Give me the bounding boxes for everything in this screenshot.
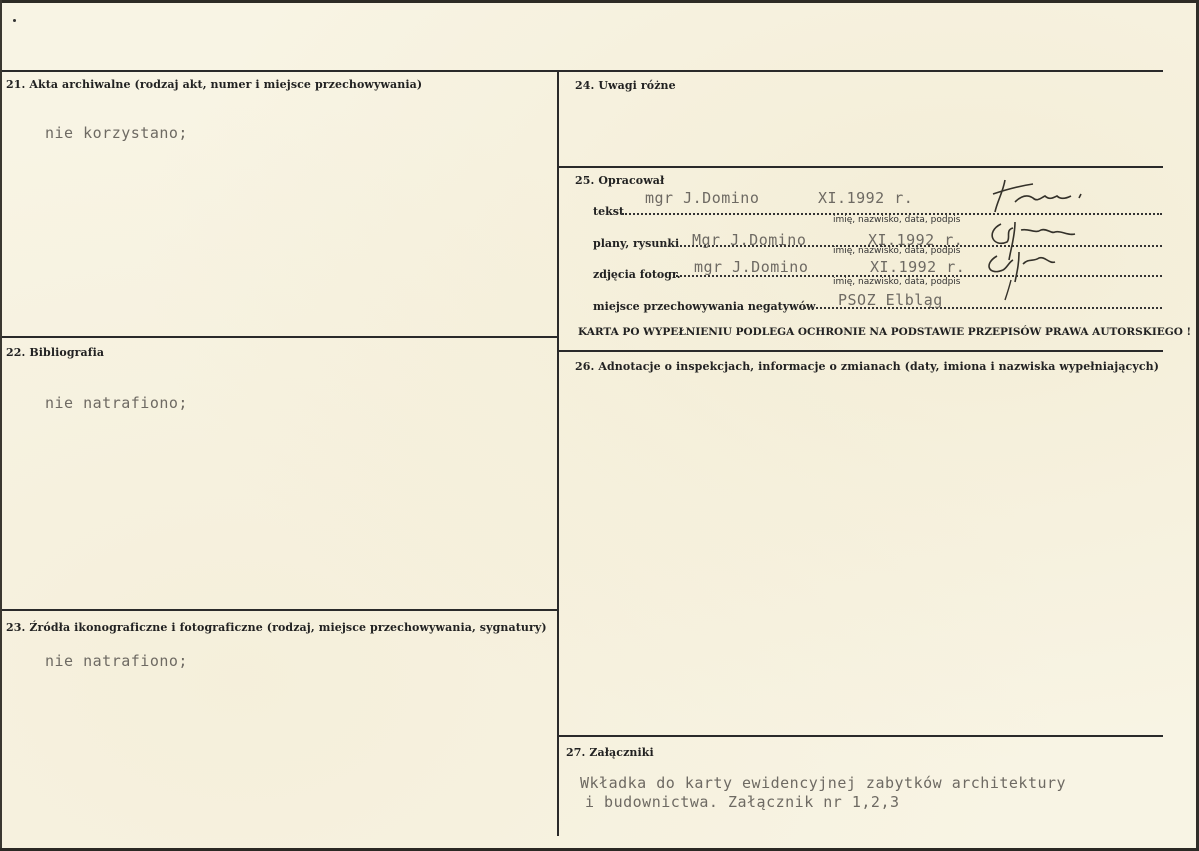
section-21-value: nie korzystano; — [45, 124, 188, 142]
section-23-label: 23. Źródła ikonograficzne i fotograficzne (rodzaj, miejsce przechowywania, sygnatury) — [6, 621, 547, 634]
rule-25-26 — [559, 350, 1163, 352]
row-plans-caption: imię, nazwisko, data, podpis — [833, 246, 961, 256]
ink-dot — [13, 19, 16, 22]
section-25-label: 25. Opracował — [575, 174, 665, 187]
row-text-date: XI.1992 r. — [818, 189, 914, 207]
section-27-label: 27. Załączniki — [566, 746, 654, 759]
negatives-value: PSOZ Elbląg — [838, 291, 943, 309]
section-22-value: nie natrafiono; — [45, 394, 188, 412]
section-24-label: 24. Uwagi różne — [575, 79, 676, 92]
row-text-label: tekst — [593, 205, 624, 218]
row-photos-date: XI.1992 r. — [870, 258, 966, 276]
row-plans-label: plany, rysunki — [593, 237, 680, 250]
row-photos-label: zdjęcia fotogr. — [593, 268, 681, 281]
negatives-label: miejsce przechowywania negatywów — [593, 300, 816, 313]
row-text-caption: imię, nazwisko, data, podpis — [833, 215, 961, 225]
row-text-name: mgr J.Domino — [645, 189, 760, 207]
rule-center — [557, 70, 559, 836]
row-plans-name: Mgr J.Domino — [692, 231, 807, 249]
attachments-line-1: Wkładka do karty ewidencyjnej zabytków architektury — [580, 774, 1067, 792]
row-photos-name: mgr J.Domino — [694, 258, 809, 276]
border-left — [0, 0, 2, 851]
border-top — [0, 0, 1199, 3]
attachments-line-2: i budownictwa. Załącznik nr 1,2,3 — [585, 793, 900, 811]
rule-24-25 — [559, 166, 1163, 168]
row-plans-date: XI.1992 r. — [868, 231, 964, 249]
row-photos-caption: imię, nazwisko, data, podpis — [833, 277, 961, 287]
section-23-value: nie natrafiono; — [45, 652, 188, 670]
section-22-label: 22. Bibliografia — [6, 346, 105, 359]
rule-22-23 — [2, 609, 559, 611]
rule-26-27 — [559, 735, 1163, 737]
rule-21-22 — [2, 336, 559, 338]
section-26-label: 26. Adnotacje o inspekcjach, informacje o zmianach (daty, imiona i nazwiska wypełniających) — [575, 360, 1160, 373]
rule-top — [2, 70, 1163, 72]
copyright-notice: KARTA PO WYPEŁNIENIU PODLEGA OCHRONIE NA PODSTAWIE PRZEPISÓW PRAWA AUTORSKIEGO ! — [578, 326, 1192, 338]
signature-icon — [975, 172, 1095, 302]
section-21-label: 21. Akta archiwalne (rodzaj akt, numer i miejsce przechowywania) — [6, 78, 423, 91]
